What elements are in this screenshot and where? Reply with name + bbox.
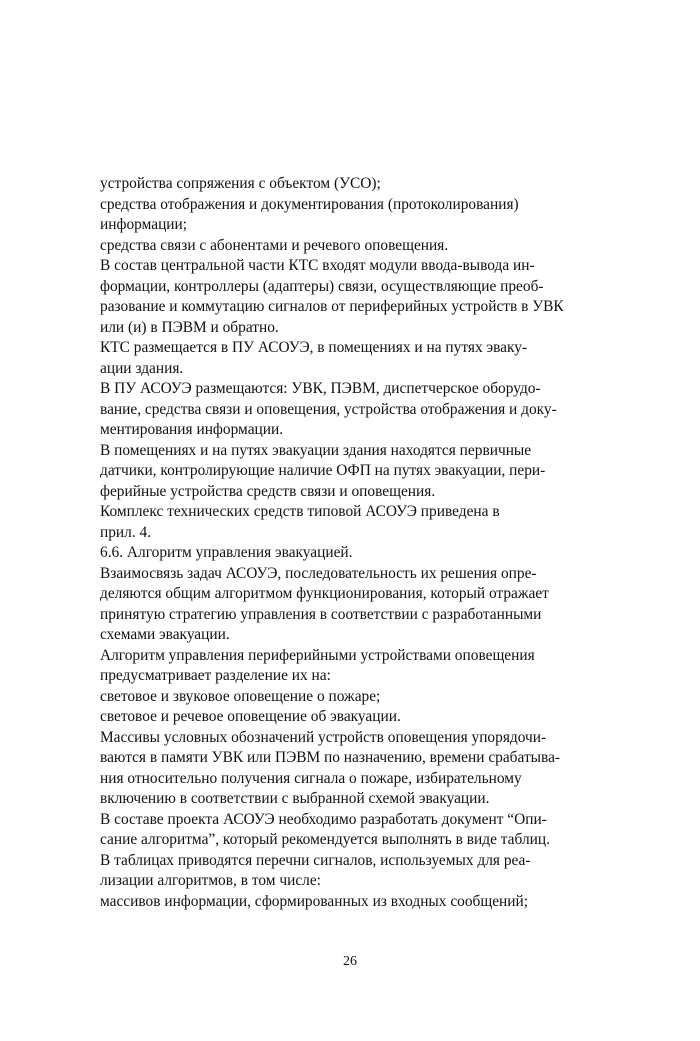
paragraph-7: В помещениях и на путях эвакуации здания находятся первичные датчики, контролирующие наличие ОФП на путях эвакуации, пери- ферийные устройства средств связи и оповещения. [100,441,546,500]
paragraph-4: В состав центральной части КТС входят модули ввода-вывода ин- формации, контроллеры (адаптеры) связи, осуществляющие преоб- разование и коммутацию сигналов от периферийных устройств в УВК или (и) в ПЭВМ и обратно. [100,257,564,336]
paragraph-1: устройства сопряжения с объектом (УСО); [100,175,381,192]
paragraph-13: световое и речевое оповещение об эвакуации. [100,708,401,725]
paragraph-17: массивов информации, сформированных из входных сообщений; [100,892,529,910]
paragraph-8: Комплекс технических средств типовой АСОУЭ приведена в прил. 4. [100,503,500,541]
paragraph-11: Алгоритм управления периферийными устройствами оповещения предусматривает разделение их на: [100,646,535,684]
page-number: 26 [343,954,357,969]
paragraph-12: световое и звуковое оповещение о пожаре; [100,687,381,705]
paragraph-5: КТС размещается в ПУ АСОУЭ, в помещениях и на путях эваку- ации здания. [100,339,528,377]
paragraph-3: средства связи с абонентами и речевого оповещения. [100,236,449,254]
paragraph-14: Массивы условных обозначений устройств оповещения упорядочи- ваются в памяти УВК или ПЭВМ по назначению, времени срабатыва- ния относительно получения сигнала о пожаре, избирательному включению в соответствии с выбранной схемой эвакуации. [100,728,561,807]
paragraph-6: В ПУ АСОУЭ размещаются: УВК, ПЭВМ, диспетчерское оборудо- вание, средства связи и оповещения, устройства отображения и доку- ментирования информации. [100,380,557,438]
section-heading: 6.6. Алгоритм управления эвакуацией. [100,544,353,561]
body-text [100,174,584,912]
paragraph-16: В таблицах приводятся перечни сигналов, используемых для реа- лизации алгоритмов, в том числе: [100,851,531,889]
paragraph-2: средства отображения и документирования (протоколирования) информации; [100,195,519,233]
paragraph-10: Взаимосвязь задач АСОУЭ, последовательность их решения опре- деляются общим алгоритмом функционирования, который отражает принятую стратегию управления в соответствии с разработанными схемами эвакуации. [100,564,549,643]
paragraph-15: В составе проекта АСОУЭ необходимо разработать документ “Опи- сание алгоритма”, который рекомендуется выполнять в виде таблиц. [100,810,550,848]
